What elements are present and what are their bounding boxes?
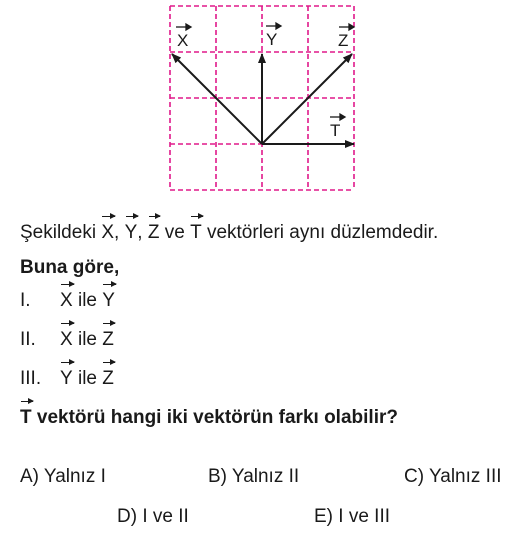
statement-connector: ile bbox=[72, 329, 103, 350]
intro-comma: , bbox=[114, 222, 125, 243]
statement-connector: ile bbox=[72, 290, 103, 311]
option-c[interactable]: C) Yalnız III bbox=[404, 466, 502, 487]
statement-vector: X bbox=[60, 290, 73, 311]
option-d[interactable]: D) I ve II bbox=[117, 506, 189, 527]
statement-vector: X bbox=[60, 329, 73, 350]
option-a[interactable]: A) Yalnız I bbox=[20, 466, 106, 487]
vector-bar-icon bbox=[276, 23, 281, 29]
label-x: X bbox=[177, 31, 189, 50]
statement-number: III. bbox=[20, 368, 42, 389]
label-t: T bbox=[330, 121, 341, 140]
statement-vector: Z bbox=[102, 329, 114, 350]
statement-connector: ile bbox=[72, 368, 103, 389]
statement-number: II. bbox=[20, 329, 36, 350]
intro-vector-z: Z bbox=[147, 222, 160, 243]
intro-comma: , bbox=[137, 222, 148, 243]
prompt-rest: vektörü hangi iki vektörün farkı olabilir? bbox=[31, 407, 398, 428]
intro-vector-x: X bbox=[101, 222, 115, 243]
prompt-vector-t: T bbox=[20, 407, 32, 428]
question-prompt bbox=[20, 407, 398, 429]
intro-rest: vektörleri aynı düzlemdedir. bbox=[201, 222, 439, 243]
option-b[interactable]: B) Yalnız II bbox=[208, 466, 300, 487]
intro-text bbox=[20, 222, 438, 244]
intro-vector-t: T bbox=[190, 222, 202, 243]
vector-bar-icon bbox=[340, 114, 345, 120]
statement-item bbox=[20, 329, 114, 351]
statement-vector: Y bbox=[60, 368, 73, 389]
buna-gore: Buna göre, bbox=[20, 257, 120, 278]
vector-figure bbox=[0, 0, 526, 200]
label-y: Y bbox=[266, 30, 278, 49]
intro-vector-y: Y bbox=[124, 222, 138, 243]
label-z: Z bbox=[338, 31, 349, 50]
vector-bar-icon bbox=[186, 24, 191, 30]
statement-item bbox=[20, 368, 114, 390]
intro-ve: ve bbox=[159, 222, 191, 243]
intro-prefix: Şekildeki bbox=[20, 222, 102, 243]
vector-x-arrow bbox=[172, 54, 262, 144]
statement-vector: Y bbox=[102, 290, 115, 311]
option-e[interactable]: E) I ve III bbox=[314, 506, 391, 527]
statement-number: I. bbox=[20, 290, 31, 311]
statement-item bbox=[20, 290, 115, 312]
statement-vector: Z bbox=[102, 368, 114, 389]
